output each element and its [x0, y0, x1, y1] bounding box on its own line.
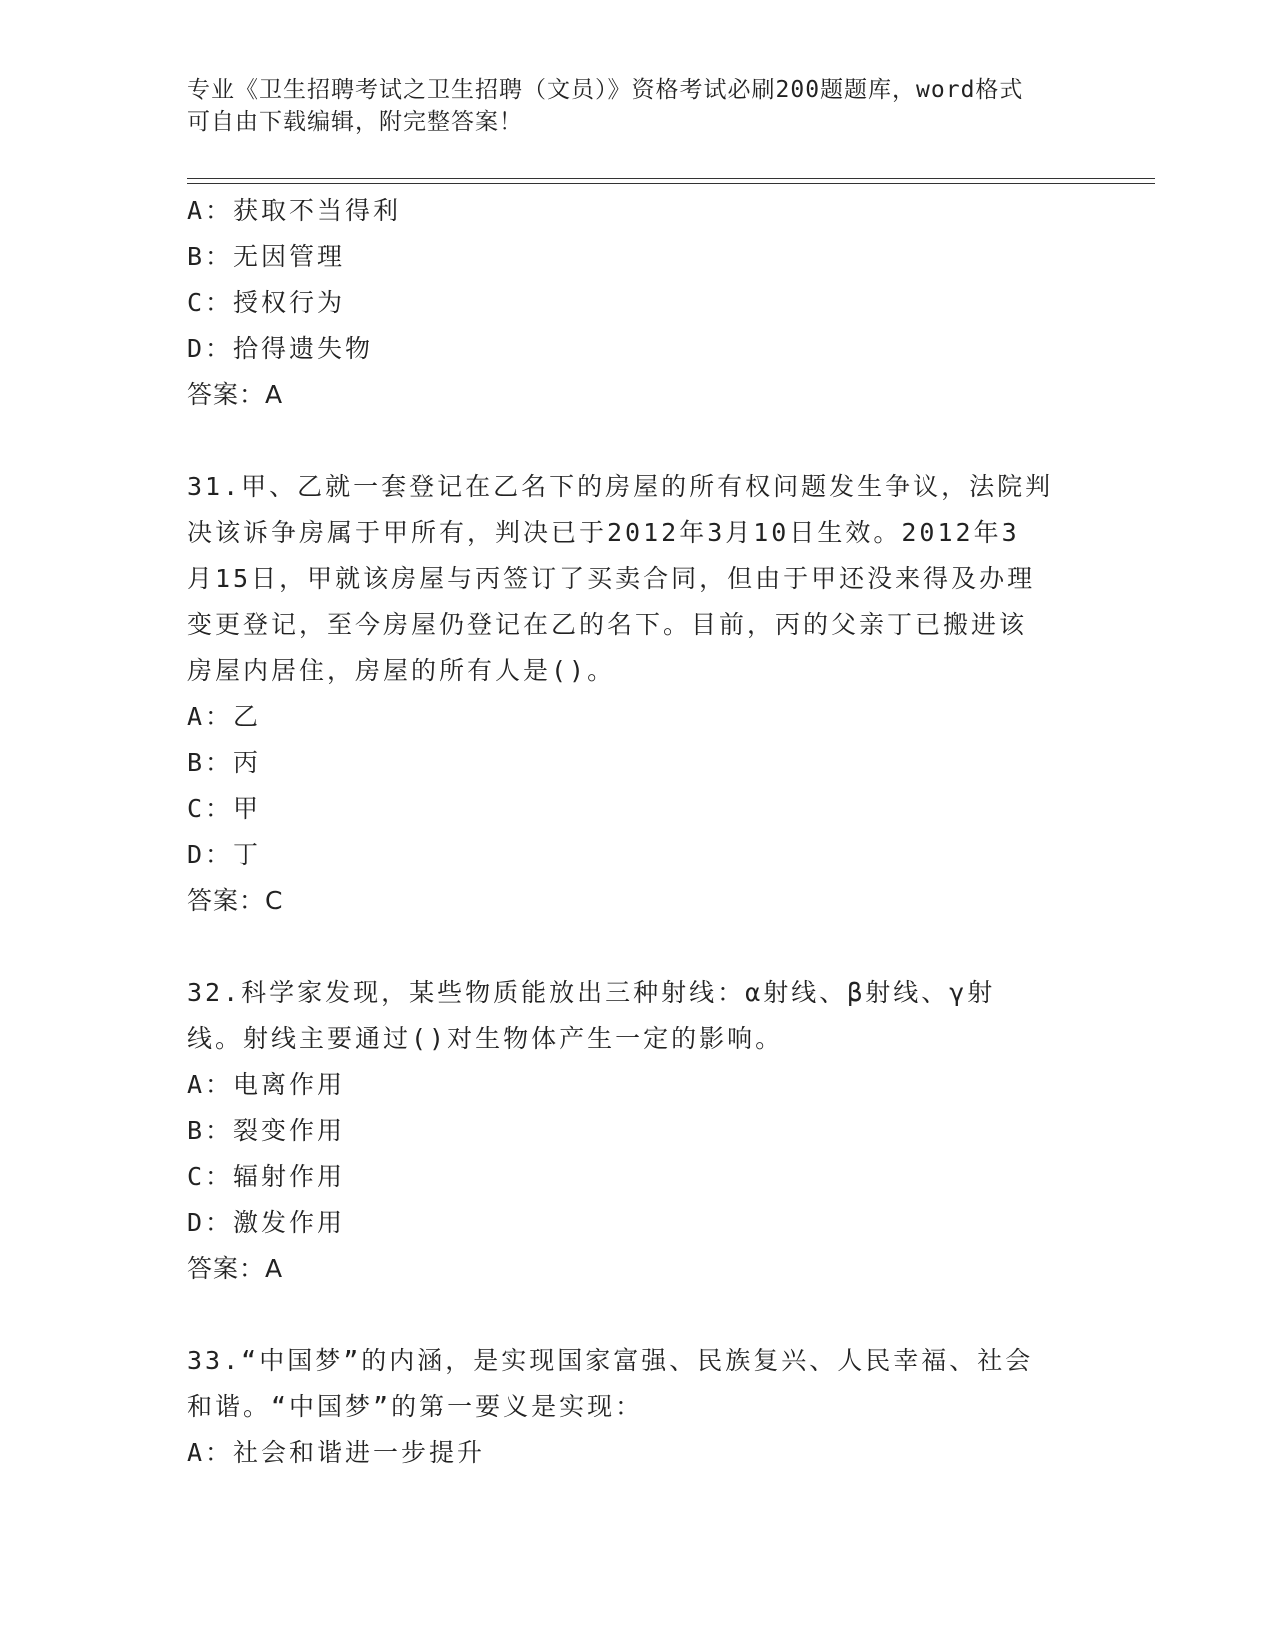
header-divider-bottom — [187, 183, 1155, 184]
option-a: A：获取不当得利 — [187, 196, 402, 225]
option-b: B：无因管理 — [187, 242, 346, 271]
question-list — [187, 188, 1087, 1476]
question-stem-line: 变更登记，至今房屋仍登记在乙的名下。目前，丙的父亲丁已搬进该 — [187, 610, 1028, 639]
option-c: C：辐射作用 — [187, 1162, 346, 1191]
spacer — [187, 924, 1087, 970]
option-a: A：社会和谐进一步提升 — [187, 1438, 486, 1467]
question-stem-line: 房屋内居住，房屋的所有人是()。 — [187, 656, 616, 685]
option-c: C：授权行为 — [187, 288, 346, 317]
header-divider-top — [187, 178, 1155, 179]
option-d: D：丁 — [187, 840, 262, 869]
question-stem-line: 决该诉争房属于甲所有，判决已于2012年3月10日生效。2012年3 — [187, 518, 1020, 547]
question-stem-line: 线。射线主要通过()对生物体产生一定的影响。 — [187, 1024, 784, 1053]
option-a: A：电离作用 — [187, 1070, 346, 1099]
answer: 答案：A — [187, 1254, 284, 1283]
option-b: B：丙 — [187, 748, 262, 777]
question-33 — [187, 1338, 1087, 1476]
header-line-2: 可自由下载编辑，附完整答案！ — [187, 109, 523, 135]
option-a: A：乙 — [187, 702, 262, 731]
document-header — [187, 74, 1067, 138]
option-d: D：拾得遗失物 — [187, 334, 374, 363]
question-stem-line: 和谐。“中国梦”的第一要义是实现： — [187, 1392, 644, 1421]
question-stem-line: 33.“中国梦”的内涵，是实现国家富强、民族复兴、人民幸福、社会 — [187, 1346, 1034, 1375]
option-c: C：甲 — [187, 794, 262, 823]
question-stem-line: 31.甲、乙就一套登记在乙名下的房屋的所有权问题发生争议，法院判 — [187, 472, 1054, 501]
answer: 答案：C — [187, 886, 284, 915]
question-stem-line: 32.科学家发现，某些物质能放出三种射线：α射线、β射线、γ射 — [187, 978, 996, 1007]
question-32 — [187, 970, 1087, 1292]
header-line-1: 专业《卫生招聘考试之卫生招聘（文员）》资格考试必刷200题题库，word格式 — [187, 77, 1024, 103]
option-d: D：激发作用 — [187, 1208, 346, 1237]
question-stem-line: 月15日，甲就该房屋与丙签订了买卖合同，但由于甲还没来得及办理 — [187, 564, 1036, 593]
option-b: B：裂变作用 — [187, 1116, 346, 1145]
spacer — [187, 1292, 1087, 1338]
answer: 答案：A — [187, 380, 284, 409]
question-30 — [187, 188, 1087, 418]
question-31 — [187, 464, 1087, 924]
spacer — [187, 418, 1087, 464]
